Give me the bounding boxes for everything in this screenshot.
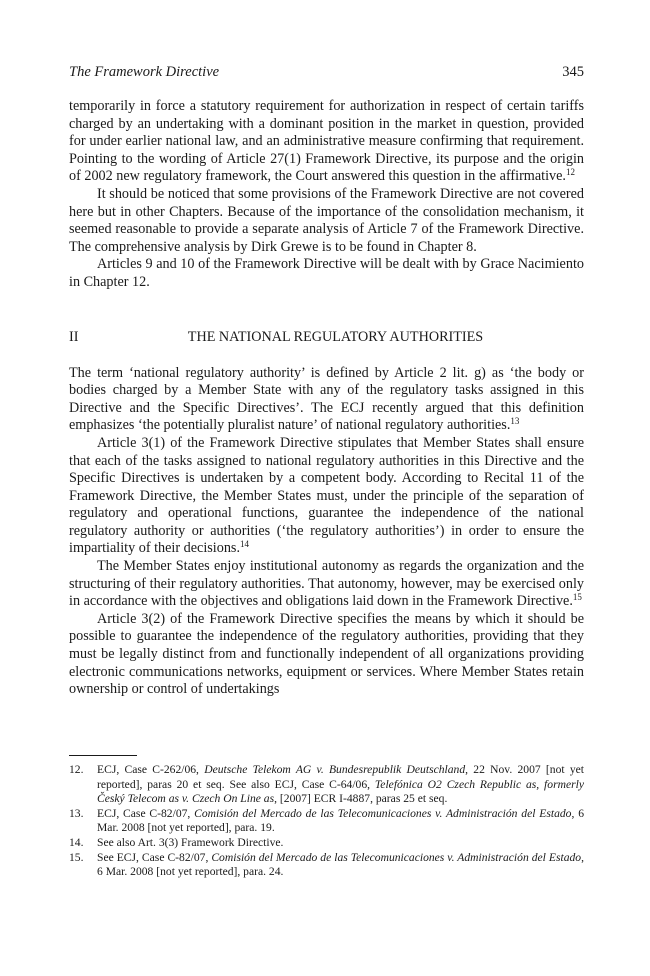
footnote-separator	[69, 755, 137, 756]
footnote-number: 12.	[69, 763, 84, 776]
running-header	[69, 62, 584, 82]
paragraph: Article 3(1) of the Framework Directive stipulates that Member States shall ensure that each of the tasks assigned to national regulatory authorities in this Directive and the Specific Directives is undertaken by a competent body. According to Recital 11 of the Framework Directive, the Member States must, under the principle of the separation of regulatory and operational functions, guarantee the independence of the national regulatory authority or authorities (‘the regulatory authorities’) in order to ensure the impartiality of their decisions.$^{14}$	[69, 434, 584, 557]
section-title: THE NATIONAL REGULATORY AUTHORITIES	[187, 328, 484, 345]
footnote-ref: 12	[565, 167, 575, 178]
paragraph: Article 3(2) of the Framework Directive specifies the means by which it should be possible to guarantee the independence of the regulatory authorities, providing that they must be legally distinct from and functionally independent of all organizations providing electronic communications networks, equipment or services. Where Member States retain ownership or control of undertakings	[69, 610, 584, 698]
footnote: 14. See also Art. 3(3) Framework Directive.	[69, 835, 284, 849]
footnote-ref: 15	[572, 592, 582, 603]
paragraph: temporarily in force a statutory requirement for authorization in respect of certain tariffs charged by an undertaking with a dominant position in the market in question, provided for under earlier national law, and an administrative measure confirming that requirement. Pointing to the wording of Article 27(1) Framework Directive, its purpose and the origin of 2002 new regulatory framework, the Court answered this question in the affirmative.$^{12}$	[69, 98, 584, 185]
section-number: II	[69, 328, 79, 345]
footnote: 12. ECJ, Case C-262/06, Deutsche Telekom AG v. Bundesrepublik Deutschland, 22 Nov. 2007 [not yet reported], paras 20 et seq. See also ECJ, Case C-64/06, Telefónica O2 Czech Republic as, formerly Český Telecom as v. Czech On Line as, [2007] ECR I-4887, paras 25 et seq.	[69, 763, 585, 806]
footnote-ref: 13	[510, 416, 520, 427]
footnote-ref: 14	[240, 539, 249, 550]
body-text	[69, 98, 584, 699]
footnote-number: 13.	[69, 806, 84, 820]
paragraph: Articles 9 and 10 of the Framework Directive will be dealt with by Grace Nacimiento in Chapter 12.	[69, 256, 584, 290]
paragraph: The Member States enjoy institutional autonomy as regards the organization and the structuring of their regulatory authorities. That autonomy, however, may be exercised only in accordance with the objectives and obligations laid down in the Framework Directive.$^{15}$	[69, 558, 584, 610]
footnotes	[69, 763, 584, 880]
footnote: 13. ECJ, Case C-82/07, Comisión del Mercado de las Telecomunicaciones v. Administración del Estado, 6 Mar. 2008 [not yet reported], para. 19.	[69, 806, 585, 835]
page-number: 345	[562, 64, 584, 80]
running-title: The Framework Directive	[69, 64, 220, 80]
footnote-number: 14.	[69, 835, 84, 849]
footnote: 15. See ECJ, Case C-82/07, Comisión del Mercado de las Telecomunicaciones v. Administración del Estado, 6 Mar. 2008 [not yet reported], para. 24.	[69, 850, 584, 879]
paragraph: It should be noticed that some provisions of the Framework Directive are not covered here but in other Chapters. Because of the importance of the consolidation mechanism, it seemed reasonable to provide a separate analysis of Article 7 of the Framework Directive. The comprehensive analysis by Dirk Grewe is to be found in Chapter 8.	[69, 185, 584, 255]
section-heading	[69, 328, 584, 346]
paragraph: The term ‘national regulatory authority’ is defined by Article 2 lit. g) as ‘the body or bodies charged by a Member State with any of the regulatory tasks assigned in this Directive and the Specific Directives’. The ECJ recently argued that this definition emphasizes ‘the potentially pluralist nature’ of national regulatory authorities.$^{13}$	[69, 364, 584, 434]
footnote-number: 15.	[69, 850, 84, 864]
